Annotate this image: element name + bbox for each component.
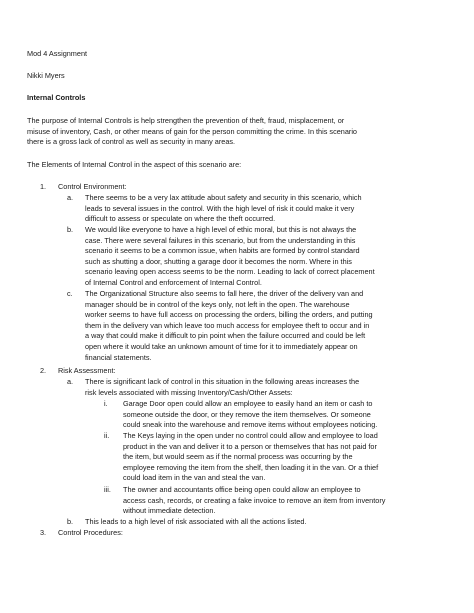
item-line: such as shutting a door, shutting a garage door it becomes the norm. Where in this: [85, 256, 352, 266]
item-line: There is significant lack of control in this situation in the following areas increases the: [85, 377, 360, 386]
list-item-2b: [67, 517, 447, 528]
item-line: The Keys laying in the open under no control could allow and employee to load: [123, 431, 378, 440]
item-line: manager should be in control of the keys only, not left in the open. The warehouse: [85, 299, 350, 309]
section-marker: 2.: [40, 366, 47, 375]
doc-author: Nikki Myers: [27, 71, 65, 80]
item-marker: a.: [67, 377, 74, 386]
list-subitem-2a-i: [104, 399, 448, 431]
intro-line: there is a gross lack of control as well as security in many areas.: [27, 137, 236, 147]
item-line: leads to several issues in the control. With the high level of risk it could make it very: [85, 203, 355, 213]
item-line: employee removing the item from the shelf, then loading it in the van. Or a thief: [123, 462, 379, 472]
item-line: The owner and accountants office being open could allow an employee to: [123, 485, 361, 494]
elements-heading: The Elements of Internal Control in the aspect of this scenario are:: [27, 160, 242, 169]
item-marker: c.: [67, 289, 73, 298]
intro-paragraph: [27, 116, 447, 148]
item-line: Garage Door open could allow an employee to easily hand an item or cash to: [123, 399, 373, 408]
section-title: Risk Assessment:: [58, 366, 116, 375]
item-line: them in the delivery van which leave too much access for employee theft to occur and in: [85, 320, 370, 330]
section-marker: 3.: [40, 528, 47, 537]
section-marker: 1.: [40, 182, 47, 191]
item-line: a way that could make it difficult to pin point when the failure occurred and could be left: [85, 331, 366, 341]
item-line: worker seems to have full access on processing the orders, billing the orders, and putting: [85, 310, 373, 320]
item-line: difficult to assess or speculate on where the theft occurred.: [85, 214, 276, 224]
item-line: financial statements.: [85, 352, 152, 362]
intro-line: The purpose of Internal Controls is help strengthen the prevention of theft, fraud, misplacement, or: [27, 116, 345, 125]
list-item-2a: [67, 377, 447, 398]
item-line: of Internal Control and enforcement of Internal Control.: [85, 277, 262, 287]
subitem-marker: i.: [104, 399, 108, 408]
item-line: without immediate detection.: [123, 506, 216, 516]
intro-line: misuse of inventory, Cash, or other means of gain for the person committing the crime. In this scenario: [27, 126, 357, 136]
item-line: There seems to be a very lax attitude about safety and security in this scenario, which: [85, 193, 362, 202]
item-line: This leads to a high level of risk associated with all the actions listed.: [85, 517, 307, 526]
item-line: The Organizational Structure also seems to fall here, the driver of the delivery van and: [85, 289, 364, 298]
item-line: scenario it seems to be a common issue, when habits are formed by control standard: [85, 246, 360, 256]
item-line: scenario leaving open access seems to be the norm. Leading to lack of correct placement: [85, 267, 375, 277]
item-line: open where it would take an unknown amount of time for it to immediately appear on: [85, 341, 358, 351]
item-marker: b.: [67, 225, 74, 234]
item-line: someone outside the door, or they remove the item themselves. Or someone: [123, 409, 371, 419]
list-subitem-2a-ii: [104, 431, 448, 484]
section-title: Control Procedures:: [58, 528, 123, 537]
item-line: We would like everyone to have a high level of ethic moral, but this is not always the: [85, 225, 357, 234]
item-line: access cash, records, or creating a fake invoice to remove an item from inventory: [123, 495, 386, 505]
item-marker: a.: [67, 193, 74, 202]
section-title: Control Environment:: [58, 182, 127, 191]
subitem-marker: ii.: [104, 431, 110, 440]
item-line: case. There were several failures in this scenario, but from the understanding in this: [85, 235, 356, 245]
subitem-marker: iii.: [104, 485, 111, 494]
list-subitem-2a-iii: [104, 485, 448, 517]
list-item-1b: [67, 225, 447, 289]
doc-title: Mod 4 Assignment: [27, 49, 88, 58]
item-line: the item, but would seem as if the normal process was occurring by the: [123, 452, 353, 462]
item-line: could load item in the van and steal the van.: [123, 473, 266, 483]
list-item-1c: [67, 289, 447, 363]
item-line: product in the van and deliver it to a person or themselves that has not paid for: [123, 441, 377, 451]
item-line: could sneak into the warehouse and remove items without employees noticing.: [123, 420, 378, 430]
item-line: risk levels associated with missing Inventory/Cash/Other Assets:: [85, 387, 293, 397]
item-marker: b.: [67, 517, 74, 526]
list-item-1a: [67, 193, 447, 225]
doc-heading: Internal Controls: [27, 93, 86, 102]
